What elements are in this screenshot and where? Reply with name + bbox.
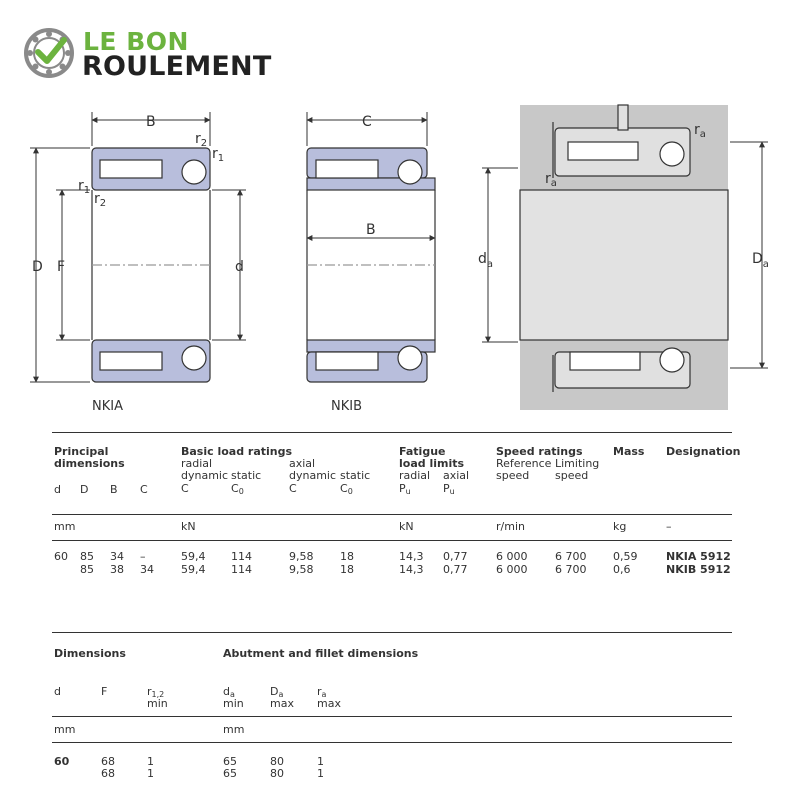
label-r1-top: $r_1$ bbox=[212, 146, 225, 164]
header-mass: Mass bbox=[613, 445, 645, 458]
header-limiting: Limiting bbox=[555, 457, 600, 470]
cell-reference-speed: 6 000 bbox=[496, 550, 528, 563]
unit-rpm: r/min bbox=[496, 520, 525, 533]
table1-units-rule bbox=[52, 540, 732, 541]
col-d: d bbox=[54, 483, 61, 496]
cell-axial-static: 18 bbox=[340, 550, 354, 563]
col-C: C bbox=[140, 483, 148, 496]
header-speed-ratings: Speed ratings bbox=[496, 445, 583, 458]
label-ra-left: $r_a$ bbox=[545, 171, 557, 189]
col2-ra: $r_a$ bbox=[317, 685, 327, 699]
cell-designation: NKIB 5912 bbox=[666, 563, 731, 576]
cell-pu-axial: 0,77 bbox=[443, 563, 468, 576]
cell-dynamic: 59,4 bbox=[181, 550, 206, 563]
header-fatigue-axial: axial bbox=[443, 469, 470, 482]
cell-mass: 0,59 bbox=[613, 550, 638, 563]
header-radial: radial bbox=[181, 457, 213, 470]
header-load-limits: load limits bbox=[399, 457, 465, 470]
header-reference: Reference bbox=[496, 457, 552, 470]
label-r2-top: $r_2$ bbox=[195, 131, 208, 149]
cell2-da: 65 bbox=[223, 755, 237, 768]
col2-da-min: min bbox=[223, 697, 244, 710]
header-axial: axial bbox=[289, 457, 316, 470]
cell-B: 34 bbox=[110, 550, 124, 563]
cell-static: 114 bbox=[231, 563, 252, 576]
cell2-F: 68 bbox=[101, 755, 115, 768]
cell-mass: 0,6 bbox=[613, 563, 631, 576]
col-C-axial: C bbox=[289, 482, 297, 495]
cell-limiting-speed: 6 700 bbox=[555, 550, 587, 563]
unit-kN-fatigue: kN bbox=[399, 520, 414, 533]
caption-nkia: NKIA bbox=[92, 399, 123, 414]
cell2-d: 60 bbox=[54, 755, 70, 768]
col-D: D bbox=[80, 483, 89, 496]
label-r1-left: $r_1$ bbox=[78, 178, 91, 196]
nkib-drawing bbox=[307, 148, 435, 382]
header-fatigue-radial: radial bbox=[399, 469, 431, 482]
cell-axial-dynamic: 9,58 bbox=[289, 563, 314, 576]
table1-top-rule bbox=[52, 432, 732, 433]
cell2-r: 1 bbox=[147, 755, 154, 768]
cell-C: – bbox=[140, 550, 146, 563]
cell-pu-radial: 14,3 bbox=[399, 550, 424, 563]
col2-r12: $r_{1,2}$ bbox=[147, 685, 165, 699]
cell-D: 85 bbox=[80, 550, 94, 563]
cell-C: 34 bbox=[140, 563, 154, 576]
brand-line1: LE BON bbox=[83, 27, 189, 56]
unit2-mm-abutment: mm bbox=[223, 723, 245, 736]
brand-line2: ROULEMENT bbox=[82, 51, 272, 82]
cell2-r: 1 bbox=[147, 767, 154, 780]
col-B: B bbox=[110, 483, 118, 496]
col2-F: F bbox=[101, 685, 108, 698]
unit-kg: kg bbox=[613, 520, 627, 533]
col-Pu-radial: $P_u$ bbox=[399, 482, 411, 496]
col2-d: d bbox=[54, 685, 61, 698]
cell-reference-speed: 6 000 bbox=[496, 563, 528, 576]
table2-top-rule bbox=[52, 632, 732, 633]
cell2-Da: 80 bbox=[270, 755, 284, 768]
label-d: d bbox=[235, 259, 244, 275]
cell2-Da: 80 bbox=[270, 767, 284, 780]
col-Pu-axial: $P_u$ bbox=[443, 482, 455, 496]
cell-designation: NKIA 5912 bbox=[666, 550, 731, 563]
label-B-nkib: B bbox=[366, 222, 376, 238]
label-F: F bbox=[57, 259, 66, 275]
unit-mm: mm bbox=[54, 520, 76, 533]
table1-header-rule bbox=[52, 514, 732, 515]
bearing-drawing bbox=[0, 95, 800, 425]
label-Da: $D_a$ bbox=[752, 251, 769, 270]
unit2-mm: mm bbox=[54, 723, 76, 736]
header-limiting-speed: speed bbox=[555, 469, 589, 482]
unit-kN: kN bbox=[181, 520, 196, 533]
header-dimensions: dimensions bbox=[54, 457, 125, 470]
header-fatigue: Fatigue bbox=[399, 445, 446, 458]
header-designation: Designation bbox=[666, 445, 741, 458]
table2-header-rule bbox=[52, 716, 732, 717]
cell-dynamic: 59,4 bbox=[181, 563, 206, 576]
nkia-drawing bbox=[92, 148, 210, 382]
col2-r12-min: min bbox=[147, 697, 168, 710]
cell-pu-axial: 0,77 bbox=[443, 550, 468, 563]
cell2-ra: 1 bbox=[317, 755, 324, 768]
header-abutment: Abutment and fillet dimensions bbox=[223, 647, 419, 660]
header-static: static bbox=[231, 469, 262, 482]
cell-static: 114 bbox=[231, 550, 252, 563]
caption-nkib: NKIB bbox=[331, 399, 363, 414]
cell-D: 85 bbox=[80, 563, 94, 576]
header-axial-static: static bbox=[340, 469, 371, 482]
label-D: D bbox=[32, 259, 43, 275]
label-B-nkia: B bbox=[146, 114, 156, 130]
cell2-da: 65 bbox=[223, 767, 237, 780]
bearing-logo-icon bbox=[26, 30, 72, 76]
cell-d: 60 bbox=[54, 550, 68, 563]
mounting-drawing bbox=[520, 105, 728, 410]
header-basic-load: Basic load ratings bbox=[181, 445, 293, 458]
label-ra-top: $r_a$ bbox=[694, 122, 706, 140]
header-axial-dynamic: dynamic bbox=[289, 469, 337, 482]
label-da: $d_a$ bbox=[478, 251, 494, 270]
cell-limiting-speed: 6 700 bbox=[555, 563, 587, 576]
cell2-ra: 1 bbox=[317, 767, 324, 780]
col2-Da: $D_a$ bbox=[270, 685, 284, 699]
cell-axial-static: 18 bbox=[340, 563, 354, 576]
label-r2-left: $r_2$ bbox=[94, 191, 107, 209]
table2-units-rule bbox=[52, 742, 732, 743]
header-principal: Principal bbox=[54, 445, 109, 458]
cell-axial-dynamic: 9,58 bbox=[289, 550, 314, 563]
label-C-nkib: C bbox=[362, 114, 372, 130]
header-dimensions2: Dimensions bbox=[54, 647, 126, 660]
header-reference-speed: speed bbox=[496, 469, 530, 482]
col-C0: $C_0$ bbox=[231, 482, 244, 496]
col-C0-axial: $C_0$ bbox=[340, 482, 353, 496]
cell-pu-radial: 14,3 bbox=[399, 563, 424, 576]
col2-Da-max: max bbox=[270, 697, 294, 710]
header-dynamic: dynamic bbox=[181, 469, 229, 482]
col-C-dyn: C bbox=[181, 482, 189, 495]
col2-ra-max: max bbox=[317, 697, 341, 710]
cell2-F: 68 bbox=[101, 767, 115, 780]
cell-B: 38 bbox=[110, 563, 124, 576]
unit-designation: – bbox=[666, 520, 672, 533]
col2-da: $d_a$ bbox=[223, 685, 235, 699]
